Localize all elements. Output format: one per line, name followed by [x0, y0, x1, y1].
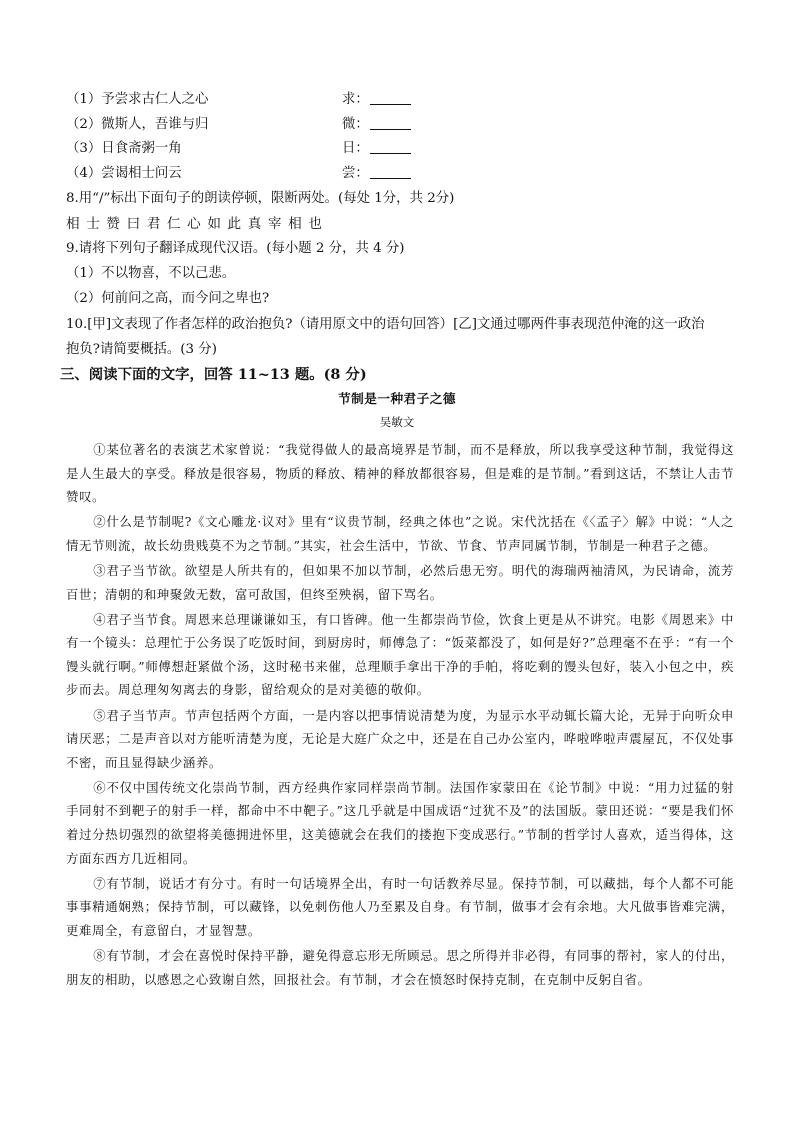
vocab-answer [342, 90, 411, 110]
article-paragraph-4: ④君子当节食。周恩来总理谦谦如玉，有口皆碑。他一生都崇尚节俭，饮食上更是从不讲究。电影《周恩来》中有一个镜头：总理忙于公务误了吃饭时间，到厨房时，师傅急了：“饭菜都没了，如何是好?”总理毫不在乎：“有一个馒头就行啊。”师傅想赶紧做个汤，这时秘书来催，总理顺手拿出干净的手帕，将吃剩的馒头包好，装入小包之中，疾步而去。周总理匆匆离去的身影，留给观众的是对美德的敬仰。 [66, 611, 734, 698]
article-paragraph-1: ①某位著名的表演艺术家曾说：“我觉得做人的最高境界是节制，而不是释放，所以我享受这种节制，我觉得这是人生最大的享受。释放是很容易，物质的释放、精神的释放都很容易，但是难的是节制。”看到这话，不禁让人击节赞叹。 [66, 442, 734, 505]
vocab-phrase: （2）微斯人，吾谁与归 [66, 116, 209, 132]
vocab-answer [342, 115, 411, 135]
vocab-char: 微： [342, 116, 369, 132]
answer-blank[interactable] [370, 164, 411, 179]
article-body [66, 438, 734, 993]
article-paragraph-8: ⑧有节制，才会在喜悦时保持平静，避免得意忘形无所顾忌。思之所得并非必得，有同事的帮衬，家人的付出，朋友的相助，以感恩之心致谢自然，回报社会。有节制，才会在愤怒时保持克制，在克制中反躬自省。 [66, 947, 734, 987]
section-3-title: 三、阅读下面的文字，回答 11~13 题。(8 分) [60, 366, 367, 383]
article-paragraph-5: ⑤君子当节声。节声包括两个方面，一是内容以把事情说清楚为度，为显示水平动辄长篇大论，无异于向听众申请厌恶；二是声音以对方能听清楚为度，无论是大庭广众之中，还是在自己办公室内，哗啦哗啦声震屋瓦，不仅处事不密，而且显得缺少涵养。 [66, 707, 734, 770]
vocab-row-2 [66, 115, 486, 140]
article-paragraph-6: ⑥不仅中国传统文化崇尚节制，西方经典作家同样崇尚节制。法国作家蒙田在《论节制》中说：“用力过猛的射手同射不到靶子的射手一样，都命中不中靶子。”这几乎就是中国成语“过犹不及”的法国版。蒙田还说：“要是我们怀着过分热切强烈的欲望将美德拥进怀里，这美德就会在我们的搂抱下变成恶行。”节制的哲学讨人喜欢，适当得体，这方面东西方几近相同。 [66, 779, 734, 866]
question-10-line-2: 抱负?请简要概括。(3 分) [66, 342, 217, 357]
vocab-row-3 [66, 139, 486, 164]
answer-blank[interactable] [370, 139, 411, 154]
question-9-prompt: 9.请将下列句子翻译成现代汉语。(每小题 2 分，共 4 分) [66, 241, 405, 256]
article-paragraph-7: ⑦有节制，说话才有分寸。有时一句话境界全出，有时一句话教养尽显。保持节制，可以藏拙，每个人都不可能事事精通娴熟；保持节制，可以藏锋，以免刺伤他人乃至累及自身。有节制，做事才会有余地。大凡做事皆难完满，更难周全，有意留白，才显智慧。 [66, 875, 734, 938]
vocab-phrase: （3）日食斋粥一角 [66, 141, 182, 156]
vocab-row-1 [66, 90, 486, 115]
vocab-list [66, 90, 486, 188]
vocab-phrase: （4）尝谒相士问云 [66, 165, 182, 181]
vocab-char: 求： [342, 92, 369, 107]
question-8-sentence: 相士赞曰君仁心如此真宰相也 [66, 216, 329, 232]
vocab-char: 尝： [342, 165, 369, 181]
question-9-item-1: （1）不以物喜，不以己悲。 [66, 266, 236, 281]
question-10-line-1: 10.[甲]文表现了作者怎样的政治抱负?（请用原文中的语句回答）[乙]文通过哪两件事表现范仲淹的这一政治 [66, 317, 705, 332]
answer-blank[interactable] [370, 115, 411, 130]
article-paragraph-3: ③君子当节欲。欲望是人所共有的，但如果不加以节制，必然后患无穷。明代的海瑞两袖清风，为民请命，流芳百世；清朝的和珅聚敛无数，富可敌国，但终至殃祸，留下骂名。 [66, 562, 734, 602]
vocab-char: 日： [342, 141, 369, 156]
vocab-answer [342, 139, 411, 159]
vocab-phrase: （1）予尝求古仁人之心 [66, 92, 209, 107]
question-8-prompt: 8.用“/”标出下面句子的朗读停顿，限断两处。(每处 1分，共 2分) [66, 191, 455, 206]
question-9-item-2: （2）何前问之高，而今问之卑也? [66, 291, 270, 306]
answer-blank[interactable] [370, 90, 411, 105]
vocab-answer [342, 164, 411, 184]
article-paragraph-2: ②什么是节制呢?《文心雕龙·议对》里有“议贵节制，经典之体也”之说。宋代沈括在《〈孟子〉解》中说：“人之情无节则流，故长幼贵贱莫不为之节制。”其实，社会生活中，节欲、节食、节声同属节制，节制是一种君子之德。 [66, 514, 734, 553]
article-title: 节制是一种君子之德 [338, 391, 456, 406]
article-author: 吴敏文 [379, 415, 415, 429]
vocab-row-4 [66, 164, 486, 189]
